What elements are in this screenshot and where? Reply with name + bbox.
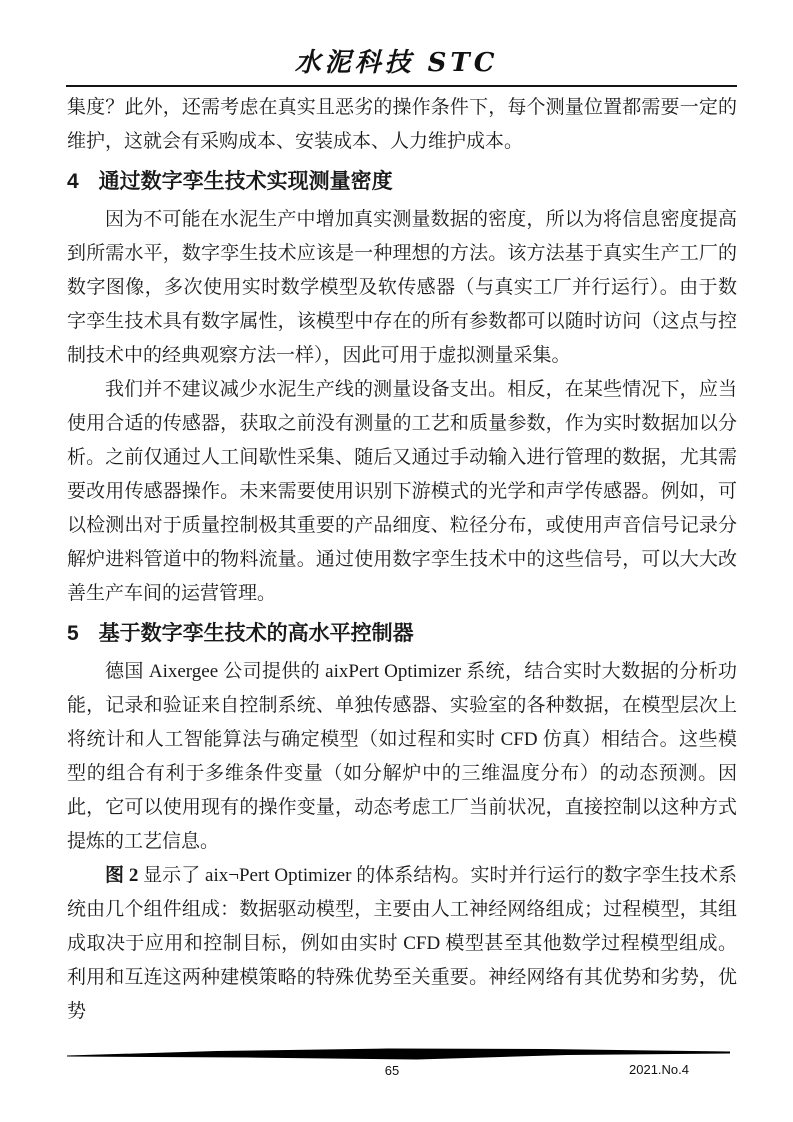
document-body <box>67 91 737 1029</box>
paragraph: 德国 Aixergee 公司提供的 aixPert Optimizer 系统，结合实时大数据的分析功能，记录和验证来自控制系统、单独传感器、实验室的各种数据，在模型层次上将统计和人工智能算法与确定模型（如过程和实时 CFD 仿真）相结合。这些模型的组合有利于多维条件变量（如分解炉中的三维温度分布）的动态预测。因此，它可以使用现有的操作变量，动态考虑工厂当前状况，直接控制以这种方式提炼的工艺信息。 <box>67 661 737 852</box>
paragraph-lead-bold: 图 2 <box>105 865 139 886</box>
section-title: 基于数字孪生技术的高水平控制器 <box>98 622 414 645</box>
issue-number: 2021.No.4 <box>629 1062 689 1077</box>
page-number: 65 <box>384 1063 400 1078</box>
footer-bar <box>67 1047 730 1061</box>
section-heading <box>67 616 737 652</box>
paragraph: 图 2 显示了 aix¬Pert Optimizer 的体系结构。实时并行运行的数字孪生技术系统由几个组件组成：数据驱动模型，主要由人工神经网络组成；过程模型，其组成取决于应用和控制目标，例如由实时 CFD 模型甚至其他数学过程模型组成。利用和互连这两种建模策略的特殊优势至关重要。神经网络有其优势和劣势，优势 <box>67 865 737 1022</box>
journal-title: 水泥科技 STC <box>294 48 499 78</box>
section-number: 4 <box>67 170 79 193</box>
section-heading <box>67 164 737 200</box>
header-rule <box>66 85 737 87</box>
section-number: 5 <box>67 622 79 645</box>
paragraph: 我们并不建议减少水泥生产线的测量设备支出。相反，在某些情况下，应当使用合适的传感器，获取之前没有测量的工艺和质量参数，作为实时数据加以分析。之前仅通过人工间歇性采集、随后又通过手动输入进行管理的数据，尤其需要改用传感器操作。未来需要使用识别下游模式的光学和声学传感器。例如，可以检测出对于质量控制极其重要的产品细度、粒径分布，或使用声音信号记录分解炉进料管道中的物料流量。通过使用数字孪生技术中的这些信号，可以大大改善生产车间的运营管理。 <box>67 379 737 604</box>
paragraph: 因为不可能在水泥生产中增加真实测量数据的密度，所以为将信息密度提高到所需水平，数字孪生技术应该是一种理想的方法。该方法基于真实生产工厂的数字图像，多次使用实时数学模型及软传感器（与真实工厂并行运行）。由于数字孪生技术具有数字属性，该模型中存在的所有参数都可以随时访问（这点与控制技术中的经典观察方法一样），因此可用于虚拟测量采集。 <box>67 209 737 366</box>
paragraph: 集度？此外，还需考虑在真实且恶劣的操作条件下，每个测量位置都需要一定的维护，这就会有采购成本、安装成本、人力维护成本。 <box>67 97 737 152</box>
section-title: 通过数字孪生技术实现测量密度 <box>98 170 393 193</box>
